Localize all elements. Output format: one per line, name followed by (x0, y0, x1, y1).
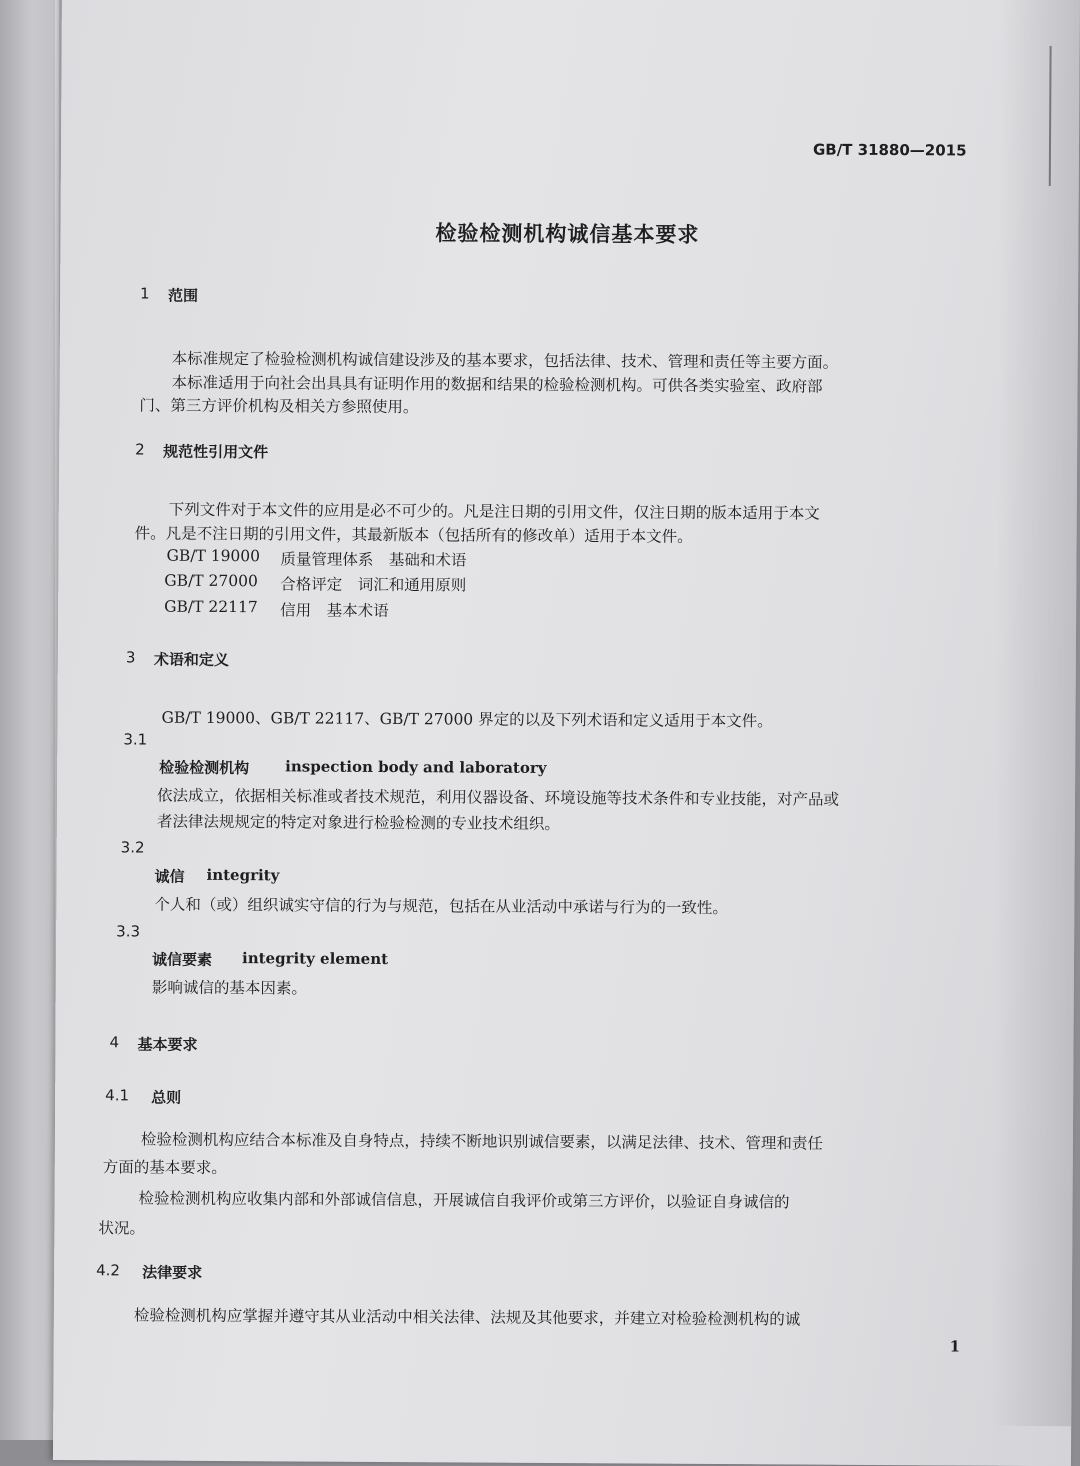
document-title: 检验检测机构诚信基本要求 (435, 221, 700, 247)
term-definition-line-1: 依法成立，依据相关标准或者技术规范，利用仪器设备、环境设施等技术条件和专业技能，对产品或 (156, 786, 840, 809)
term-english: inspection body and laboratory (285, 757, 547, 777)
clause-4-1-para-2-line-2: 状况。 (98, 1219, 145, 1238)
term-number: 3.1 (123, 730, 148, 749)
reference-code: GB/T 27000 (164, 571, 258, 591)
term-definition-line-1: 影响诚信的基本因素。 (151, 978, 307, 998)
clause-4-2-title: 法律要求 (142, 1263, 203, 1282)
reference-code: GB/T 19000 (166, 546, 261, 566)
section-3-intro: GB/T 19000、GB/T 22117、GB/T 27000 界定的以及下列术语和定义适用于本文件。 (161, 708, 773, 731)
section-2-title: 规范性引用文件 (163, 442, 269, 462)
section-1-para-2-line-1: 本标准适用于向社会出具具有证明作用的数据和结果的检验检测机构。可供各类实验室、政府部 (171, 373, 823, 396)
term-definition-line-2: 者法律法规规定的特定对象进行检验检测的专业技术组织。 (156, 812, 560, 834)
term-english: integrity element (241, 949, 389, 969)
section-1-number: 1 (140, 284, 150, 303)
clause-4-1-title: 总则 (151, 1088, 182, 1107)
term-number: 3.2 (120, 838, 145, 857)
clause-4-1-number: 4.1 (105, 1086, 130, 1105)
clause-4-1-para-1-line-2: 方面的基本要求。 (102, 1158, 227, 1178)
term-number: 3.3 (116, 922, 141, 941)
clause-4-2-para-1-line-1: 检验检测机构应掌握并遵守其从业活动中相关法律、法规及其他要求，并建立对检验检测机构的诚 (133, 1306, 801, 1329)
clause-4-2-number: 4.2 (96, 1261, 121, 1280)
reference-title: 质量管理体系 基础和术语 (280, 550, 467, 570)
document-page (53, 0, 1080, 1466)
section-3-title: 术语和定义 (153, 650, 229, 670)
section-4-number: 4 (109, 1033, 120, 1052)
section-2-para-line-1: 下列文件对于本文件的应用是必不可少的。凡是注日期的引用文件，仅注日期的版本适用于本文 (168, 500, 820, 523)
section-2-number: 2 (135, 440, 145, 459)
section-1-title: 范围 (168, 286, 199, 305)
standard-code: GB/T 31880—2015 (812, 140, 967, 160)
clause-4-1-para-2-line-1: 检验检测机构应收集内部和外部诚信信息，开展诚信自我评价或第三方评价，以验证自身诚信的 (138, 1189, 790, 1212)
section-1-para-1: 本标准规定了检验检测机构诚信建设涉及的基本要求，包括法律、技术、管理和责任等主要方面。 (171, 349, 839, 372)
term-chinese: 诚信 (154, 867, 185, 886)
clause-4-1-para-1-line-1: 检验检测机构应结合本标准及自身特点，持续不断地识别诚信要素，以满足法律、技术、管理和责任 (140, 1130, 823, 1153)
page-shadow (991, 0, 1080, 1426)
term-english: integrity (206, 865, 280, 885)
term-definition-line-1: 个人和（或）组织诚实守信的行为与规范，包括在从业活动中承诺与行为的一致性。 (154, 895, 728, 918)
reference-title: 合格评定 词汇和通用原则 (280, 575, 467, 595)
reference-code: GB/T 22117 (164, 597, 258, 617)
term-chinese: 诚信要素 (151, 950, 213, 969)
section-3-number: 3 (125, 648, 136, 667)
page-number: 1 (949, 1337, 961, 1356)
section-2-para-line-2: 件。凡是不注日期的引用文件，其最新版本（包括所有的修改单）适用于本文件。 (134, 524, 693, 546)
section-4-title: 基本要求 (137, 1035, 198, 1054)
section-1-para-2-line-2: 门、第三方评价机构及相关方参照使用。 (139, 396, 419, 417)
term-chinese: 检验检测机构 (159, 758, 250, 778)
reference-title: 信用 基本术语 (280, 601, 389, 621)
